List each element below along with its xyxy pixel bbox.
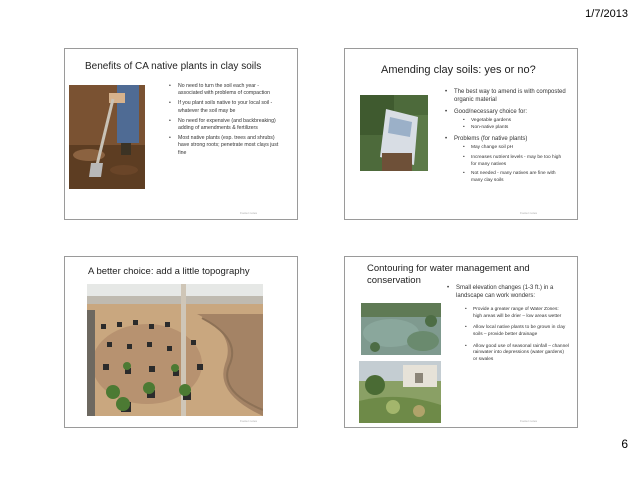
topography-photo	[87, 284, 263, 416]
sub-item: • Vegetable gardens	[463, 118, 567, 125]
sub-item: • Increases nutrient levels - may be too high for many natives	[463, 155, 567, 168]
list-item	[445, 89, 567, 105]
list-item	[445, 136, 567, 185]
slide-footer: Footer notes	[240, 419, 257, 423]
amend-list	[445, 89, 567, 184]
contour-list	[447, 285, 569, 363]
page-number: 6	[621, 437, 628, 451]
bullet-text: The best way to amend is with composted organic material	[454, 89, 566, 103]
slide-title: Benefits of CA native plants in clay soils	[85, 61, 262, 72]
contour-garden-photo	[361, 303, 441, 355]
slide-3[interactable]	[64, 256, 298, 428]
slide-title: Contouring for water management and conservation	[367, 263, 530, 286]
sub-list	[454, 118, 567, 131]
slide-footer: Footer notes	[240, 211, 257, 215]
sub-list	[454, 145, 567, 184]
slide-footer: Footer notes	[520, 211, 537, 215]
slide-title: A better choice: add a little topography	[88, 266, 250, 277]
compost-bag-photo	[360, 95, 428, 171]
sub-item: • May change soil pH	[463, 145, 567, 152]
header-date: 1/7/2013	[585, 8, 628, 20]
list-item	[445, 109, 567, 132]
bullet-text: Problems (for native plants)	[454, 135, 528, 142]
list-item: • No need to turn the soil each year - associated with problems of compaction	[169, 83, 281, 97]
slide-4[interactable]	[344, 256, 578, 428]
sub-item: • Non-native plants	[463, 125, 567, 132]
sub-item: • Allow good use of seasonal rainfall – channel rainwater into depressions (water gardens) or swales	[465, 344, 569, 364]
slide-1[interactable]	[64, 48, 298, 220]
list-item: • No need for expensive (and backbreaking) adding of amendments & fertilizers	[169, 118, 281, 132]
sub-item: • Provide a greater range of Water Zones: high areas will be drier – low areas wetter	[465, 307, 569, 320]
list-item	[447, 285, 569, 363]
sub-list	[456, 307, 569, 363]
slide-2[interactable]	[344, 48, 578, 220]
sub-item: • Not needed - many natives are fine with many clay soils	[463, 171, 567, 184]
slide-footer: Footer notes	[520, 419, 537, 423]
slide-title: Amending clay soils: yes or no?	[381, 64, 536, 76]
bullet-text: Good/necessary choice for:	[454, 108, 528, 115]
bullet-text: Small elevation changes (1-3 ft.) in a landscape can work wonders:	[456, 285, 554, 299]
front-yard-garden-photo	[359, 361, 441, 423]
benefits-list	[169, 83, 281, 157]
digging-photo	[69, 85, 145, 189]
sub-item: • Allow local native plants to be grown in clay soils – provide better drainage	[465, 325, 569, 338]
list-item: • Most native plants (esp. trees and shrubs) have strong roots; penetrate most clays just fine	[169, 135, 281, 157]
list-item: • If you plant soils native to your local soil - whatever the soil may be	[169, 100, 281, 114]
